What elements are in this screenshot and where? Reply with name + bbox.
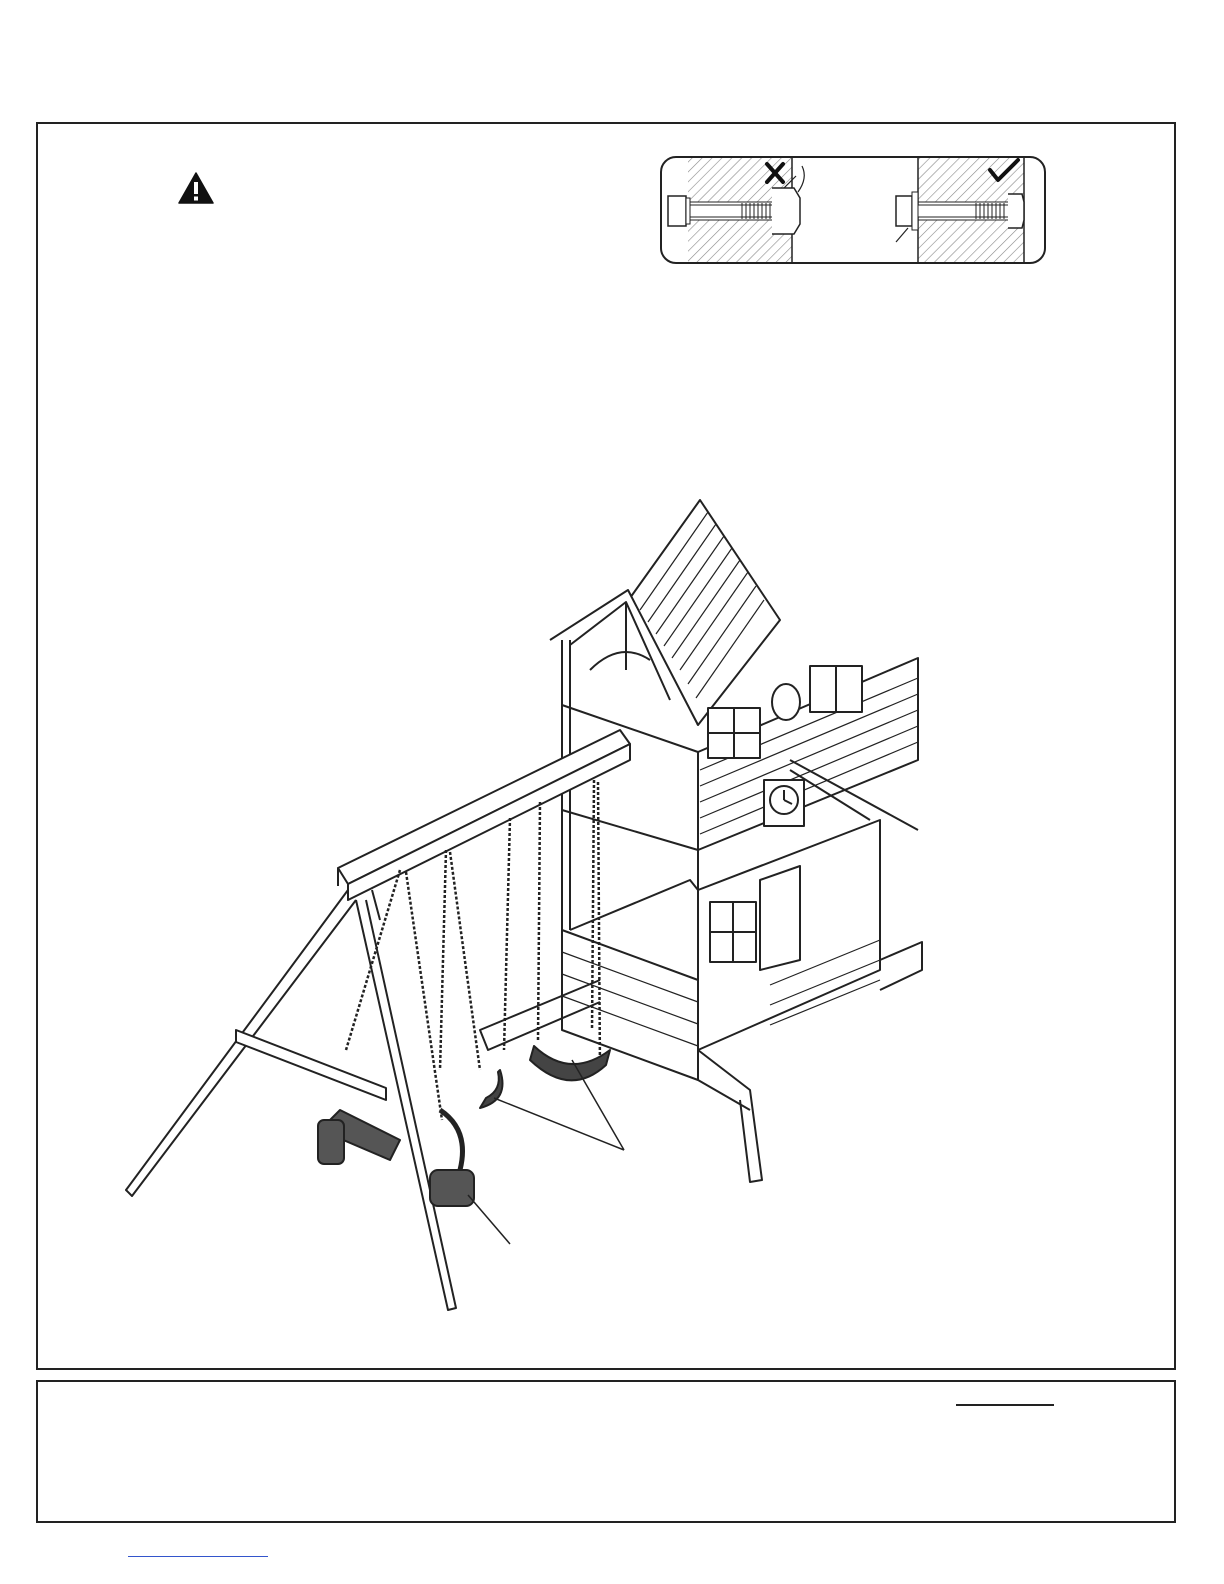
- a-frame: [126, 890, 456, 1310]
- lower-clubhouse: [480, 820, 922, 1182]
- warning-triangle-icon: [178, 172, 214, 204]
- clubhouse-roof: [550, 500, 780, 725]
- playset-assembly-illustration: [110, 490, 950, 1330]
- callout-lines: [468, 1060, 624, 1244]
- incorrect-bolt-illustration: [668, 158, 804, 264]
- belt-swing-seat-right: [530, 1046, 610, 1080]
- footer-link-underline[interactable]: [128, 1556, 268, 1557]
- belt-swing-seat-left: [480, 1070, 503, 1108]
- blank-underline: [956, 1404, 1054, 1406]
- bolt-tightening-diagram: [660, 156, 1046, 264]
- bottom-frame: [36, 1380, 1176, 1523]
